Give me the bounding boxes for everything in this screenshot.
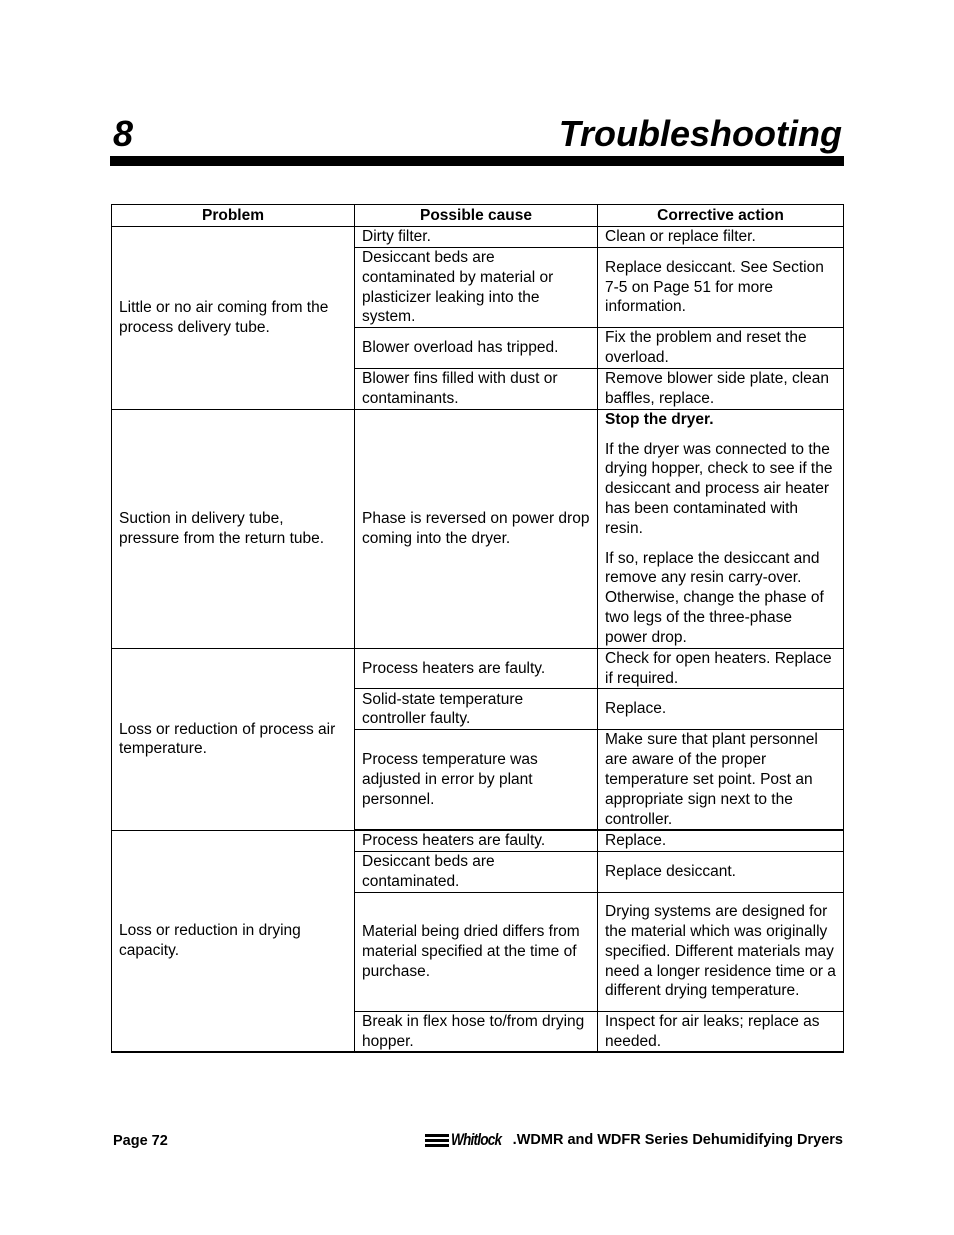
chapter-title: Troubleshooting — [558, 113, 842, 154]
table-row — [112, 409, 844, 648]
action-cell: Replace. — [598, 689, 844, 730]
troubleshooting-table — [111, 204, 844, 1053]
cause-cell: Desiccant beds are contaminated by material or plasticizer leaking into the system. — [355, 248, 598, 328]
chapter-header — [111, 110, 844, 160]
cause-cell: Blower fins filled with dust or contaminants. — [355, 368, 598, 409]
action-cell — [598, 409, 844, 648]
table-row — [112, 227, 844, 248]
logo-mark-icon — [425, 1133, 449, 1149]
action-cell: Replace. — [598, 830, 844, 851]
footer-brand — [425, 1131, 843, 1149]
chapter-number: 8 — [113, 113, 134, 154]
table-row — [112, 648, 844, 689]
action-cell: Check for open heaters. Replace if required. — [598, 648, 844, 689]
problem-cell: Little or no air coming from the process delivery tube. — [112, 227, 355, 410]
problem-cell: Loss or reduction in drying capacity. — [112, 830, 355, 1052]
action-cell: Fix the problem and reset the overload. — [598, 328, 844, 369]
cause-cell: Process heaters are faulty. — [355, 648, 598, 689]
action-cell: Clean or replace filter. — [598, 227, 844, 248]
column-header-problem: Problem — [112, 205, 355, 227]
whitlock-logo — [425, 1131, 511, 1149]
problem-cell: Loss or reduction of process air temperature. — [112, 648, 355, 830]
cause-cell: Solid-state temperature controller faulty. — [355, 689, 598, 730]
action-emphasis: Stop the dryer. — [605, 410, 714, 428]
action-cell: Make sure that plant personnel are aware of the proper temperature set point. Post an appropriate sign next to the controller. — [598, 730, 844, 830]
problem-cell: Suction in delivery tube, pressure from the return tube. — [112, 409, 355, 648]
cause-cell: Process temperature was adjusted in error by plant personnel. — [355, 730, 598, 830]
cause-cell: Break in flex hose to/from drying hopper. — [355, 1011, 598, 1052]
action-cell: Replace desiccant. — [598, 852, 844, 893]
page-footer — [111, 1128, 843, 1154]
cause-cell: Dirty filter. — [355, 227, 598, 248]
action-cell: Inspect for air leaks; replace as needed. — [598, 1011, 844, 1052]
cause-cell: Desiccant beds are contaminated. — [355, 852, 598, 893]
logo-wordmark: Whitlock — [450, 1130, 501, 1149]
document-title: WDMR and WDFR Series Dehumidifying Dryers — [516, 1132, 843, 1148]
action-paragraph: If the dryer was connected to the drying hopper, check to see if the desiccant and process air heater has been contaminated with resin. — [605, 440, 833, 537]
cause-cell: Material being dried differs from material specified at the time of purchase. — [355, 892, 598, 1011]
cause-cell: Blower overload has tripped. — [355, 328, 598, 369]
cause-cell: Process heaters are faulty. — [355, 830, 598, 851]
table-header-row — [112, 205, 844, 227]
header-rule — [110, 156, 844, 166]
cause-cell: Phase is reversed on power drop coming into the dryer. — [355, 409, 598, 648]
footer-dot: . — [512, 1132, 517, 1148]
table-row — [112, 830, 844, 851]
column-header-action: Corrective action — [598, 205, 844, 227]
action-cell: Drying systems are designed for the material which was originally specified. Different materials may need a longer residence time or a different drying temperature. — [598, 892, 844, 1011]
action-cell: Remove blower side plate, clean baffles, replace. — [598, 368, 844, 409]
page-number: Page 72 — [113, 1133, 168, 1149]
action-cell: Replace desiccant. See Section 7-5 on Page 51 for more information. — [598, 248, 844, 328]
action-paragraph: If so, replace the desiccant and remove any resin carry-over. Otherwise, change the phase of two legs of the three-phase power drop. — [605, 549, 824, 646]
column-header-cause: Possible cause — [355, 205, 598, 227]
